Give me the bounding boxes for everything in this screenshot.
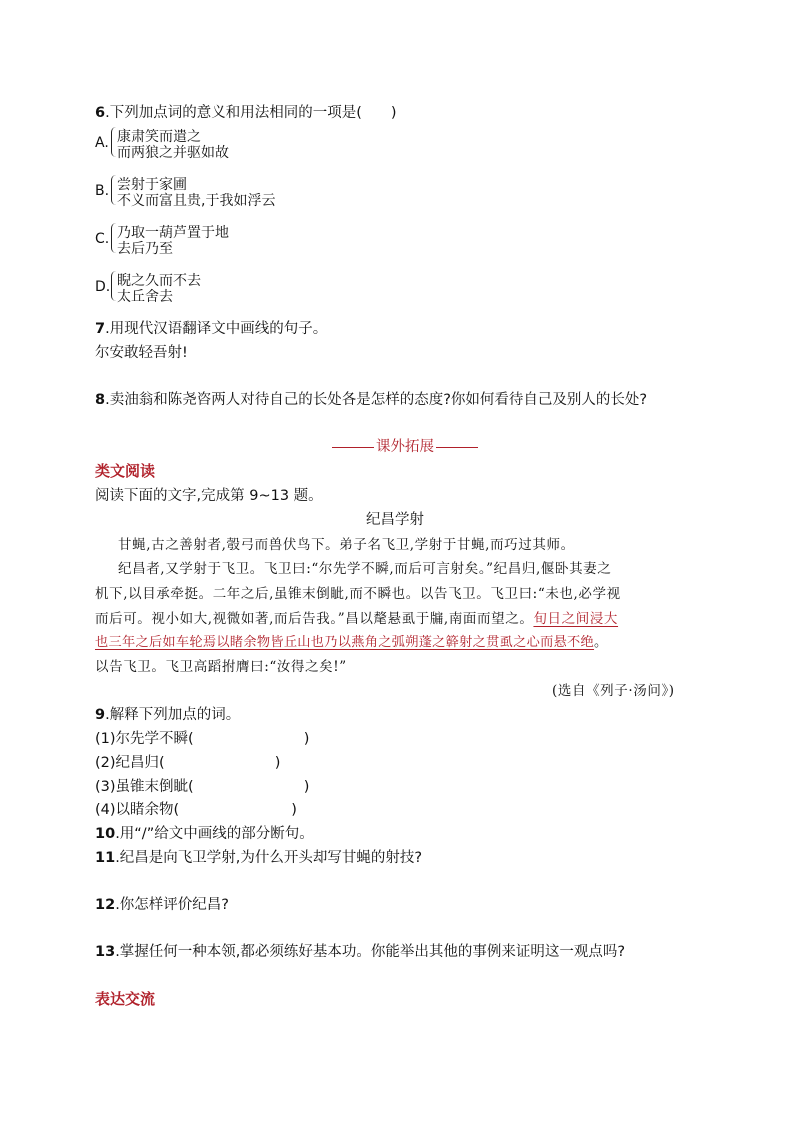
option-line-2: 而两狼之并驱如故 — [117, 145, 229, 161]
passage-title: 纪昌学射 — [366, 512, 424, 528]
item-label: (4)以睹余物( — [95, 802, 180, 818]
passage-p1: 甘蝇,古之善射者,彀弓而兽伏鸟下。弟子名飞卫,学射于甘蝇,而巧过其师。 — [118, 537, 575, 553]
passage-p2-line2: 机下,以目承牵挺。二年之后,虽锥末倒眦,而不瞬也。以告飞卫。飞卫曰:“未也,必学视 — [95, 586, 621, 602]
question-11 — [95, 846, 422, 867]
item-label: (3)虽锥末倒眦( — [95, 779, 194, 795]
option-line-1: 康肃笑而遣之 — [117, 129, 201, 145]
passage-text: 而后可。视小如大,视微如著,而后告我。”昌以氂悬虱于牖,南面而望之。 — [95, 611, 534, 627]
item-close: ) — [274, 755, 281, 771]
question-12 — [95, 893, 229, 914]
passage-text: 。 — [594, 635, 608, 650]
q9-item-4 — [95, 798, 297, 819]
question-number: 11 — [95, 850, 116, 866]
reading-intro: 阅读下面的文字,完成第 9~13 题。 — [95, 488, 323, 504]
item-label: (2)纪昌归( — [95, 755, 165, 771]
subhead-expression: 表达交流 — [95, 990, 156, 1008]
option-letter: C. — [95, 231, 110, 247]
question-number: 7 — [95, 321, 106, 337]
question-7-sentence: 尔安敢轻吾射! — [95, 345, 188, 361]
option-letter: D. — [95, 279, 111, 295]
question-7 — [95, 317, 327, 338]
item-close: ) — [303, 779, 310, 795]
option-line-1: 乃取一葫芦置于地 — [117, 225, 229, 241]
passage-p2-line1: 纪昌者,又学射于飞卫。飞卫曰:“尔先学不瞬,而后可言射矣。”纪昌归,偃卧其妻之 — [118, 561, 612, 577]
question-8 — [95, 388, 647, 409]
item-label: (1)尔先学不瞬( — [95, 731, 194, 747]
divider — [332, 447, 374, 448]
question-text: .你怎样评价纪昌? — [115, 897, 229, 913]
item-close: ) — [303, 731, 310, 747]
option-line-2: 太丘舍去 — [117, 289, 173, 305]
question-text: .用“/”给文中画线的部分断句。 — [115, 826, 314, 842]
question-text: .纪昌是向飞卫学射,为什么开头却写甘蝇的射技? — [115, 850, 423, 866]
question-10 — [95, 822, 314, 843]
question-text: .下列加点词的意义和用法相同的一项是( ) — [105, 105, 397, 121]
item-close: ) — [291, 802, 297, 818]
question-number: 8 — [95, 392, 106, 408]
section-title-text: 课外拓展 — [376, 439, 434, 455]
option-line-2: 不义而富且贵,于我如浮云 — [117, 193, 276, 209]
question-9 — [95, 703, 240, 724]
passage-p2-line3 — [95, 607, 618, 627]
question-number: 13 — [95, 944, 116, 960]
passage-p2-line4 — [95, 631, 608, 650]
option-line-1: 尝射于家圃 — [117, 177, 187, 193]
question-number: 10 — [95, 826, 116, 842]
underlined-text: 旬日之间浸大 — [533, 611, 619, 627]
question-text: .掌握任何一种本领,都必须练好基本功。你能举出其他的事例来证明这一观点吗? — [115, 944, 626, 960]
option-letter: B. — [95, 183, 110, 199]
question-13 — [95, 940, 625, 961]
option-letter: A. — [95, 135, 109, 151]
question-number: 9 — [95, 707, 106, 723]
question-number: 12 — [95, 897, 116, 913]
question-text: .卖油翁和陈尧咨两人对待自己的长处各是怎样的态度?你如何看待自己及别人的长处? — [105, 392, 648, 408]
q9-item-2 — [95, 751, 280, 772]
underlined-text: 也三年之后如车轮焉以睹余物皆丘山也乃以燕角之弧朔蓬之簳射之贯虱之心而悬不绝 — [95, 635, 595, 650]
question-number: 6 — [95, 105, 106, 121]
q9-item-1 — [95, 727, 309, 748]
section-title — [330, 435, 480, 456]
divider — [436, 447, 478, 448]
subhead-reading: 类文阅读 — [95, 462, 156, 480]
option-line-1: 睨之久而不去 — [117, 273, 201, 289]
option-line-2: 去后乃至 — [117, 241, 173, 257]
passage-p2-line5: 以告飞卫。飞卫高蹈拊膺曰:“汝得之矣!” — [95, 659, 347, 675]
question-text: .用现代汉语翻译文中画线的句子。 — [105, 321, 328, 337]
question-6 — [95, 101, 397, 122]
passage-source: (选自《列子·汤问》) — [552, 683, 675, 699]
question-text: .解释下列加点的词。 — [105, 707, 241, 723]
q9-item-3 — [95, 775, 309, 796]
